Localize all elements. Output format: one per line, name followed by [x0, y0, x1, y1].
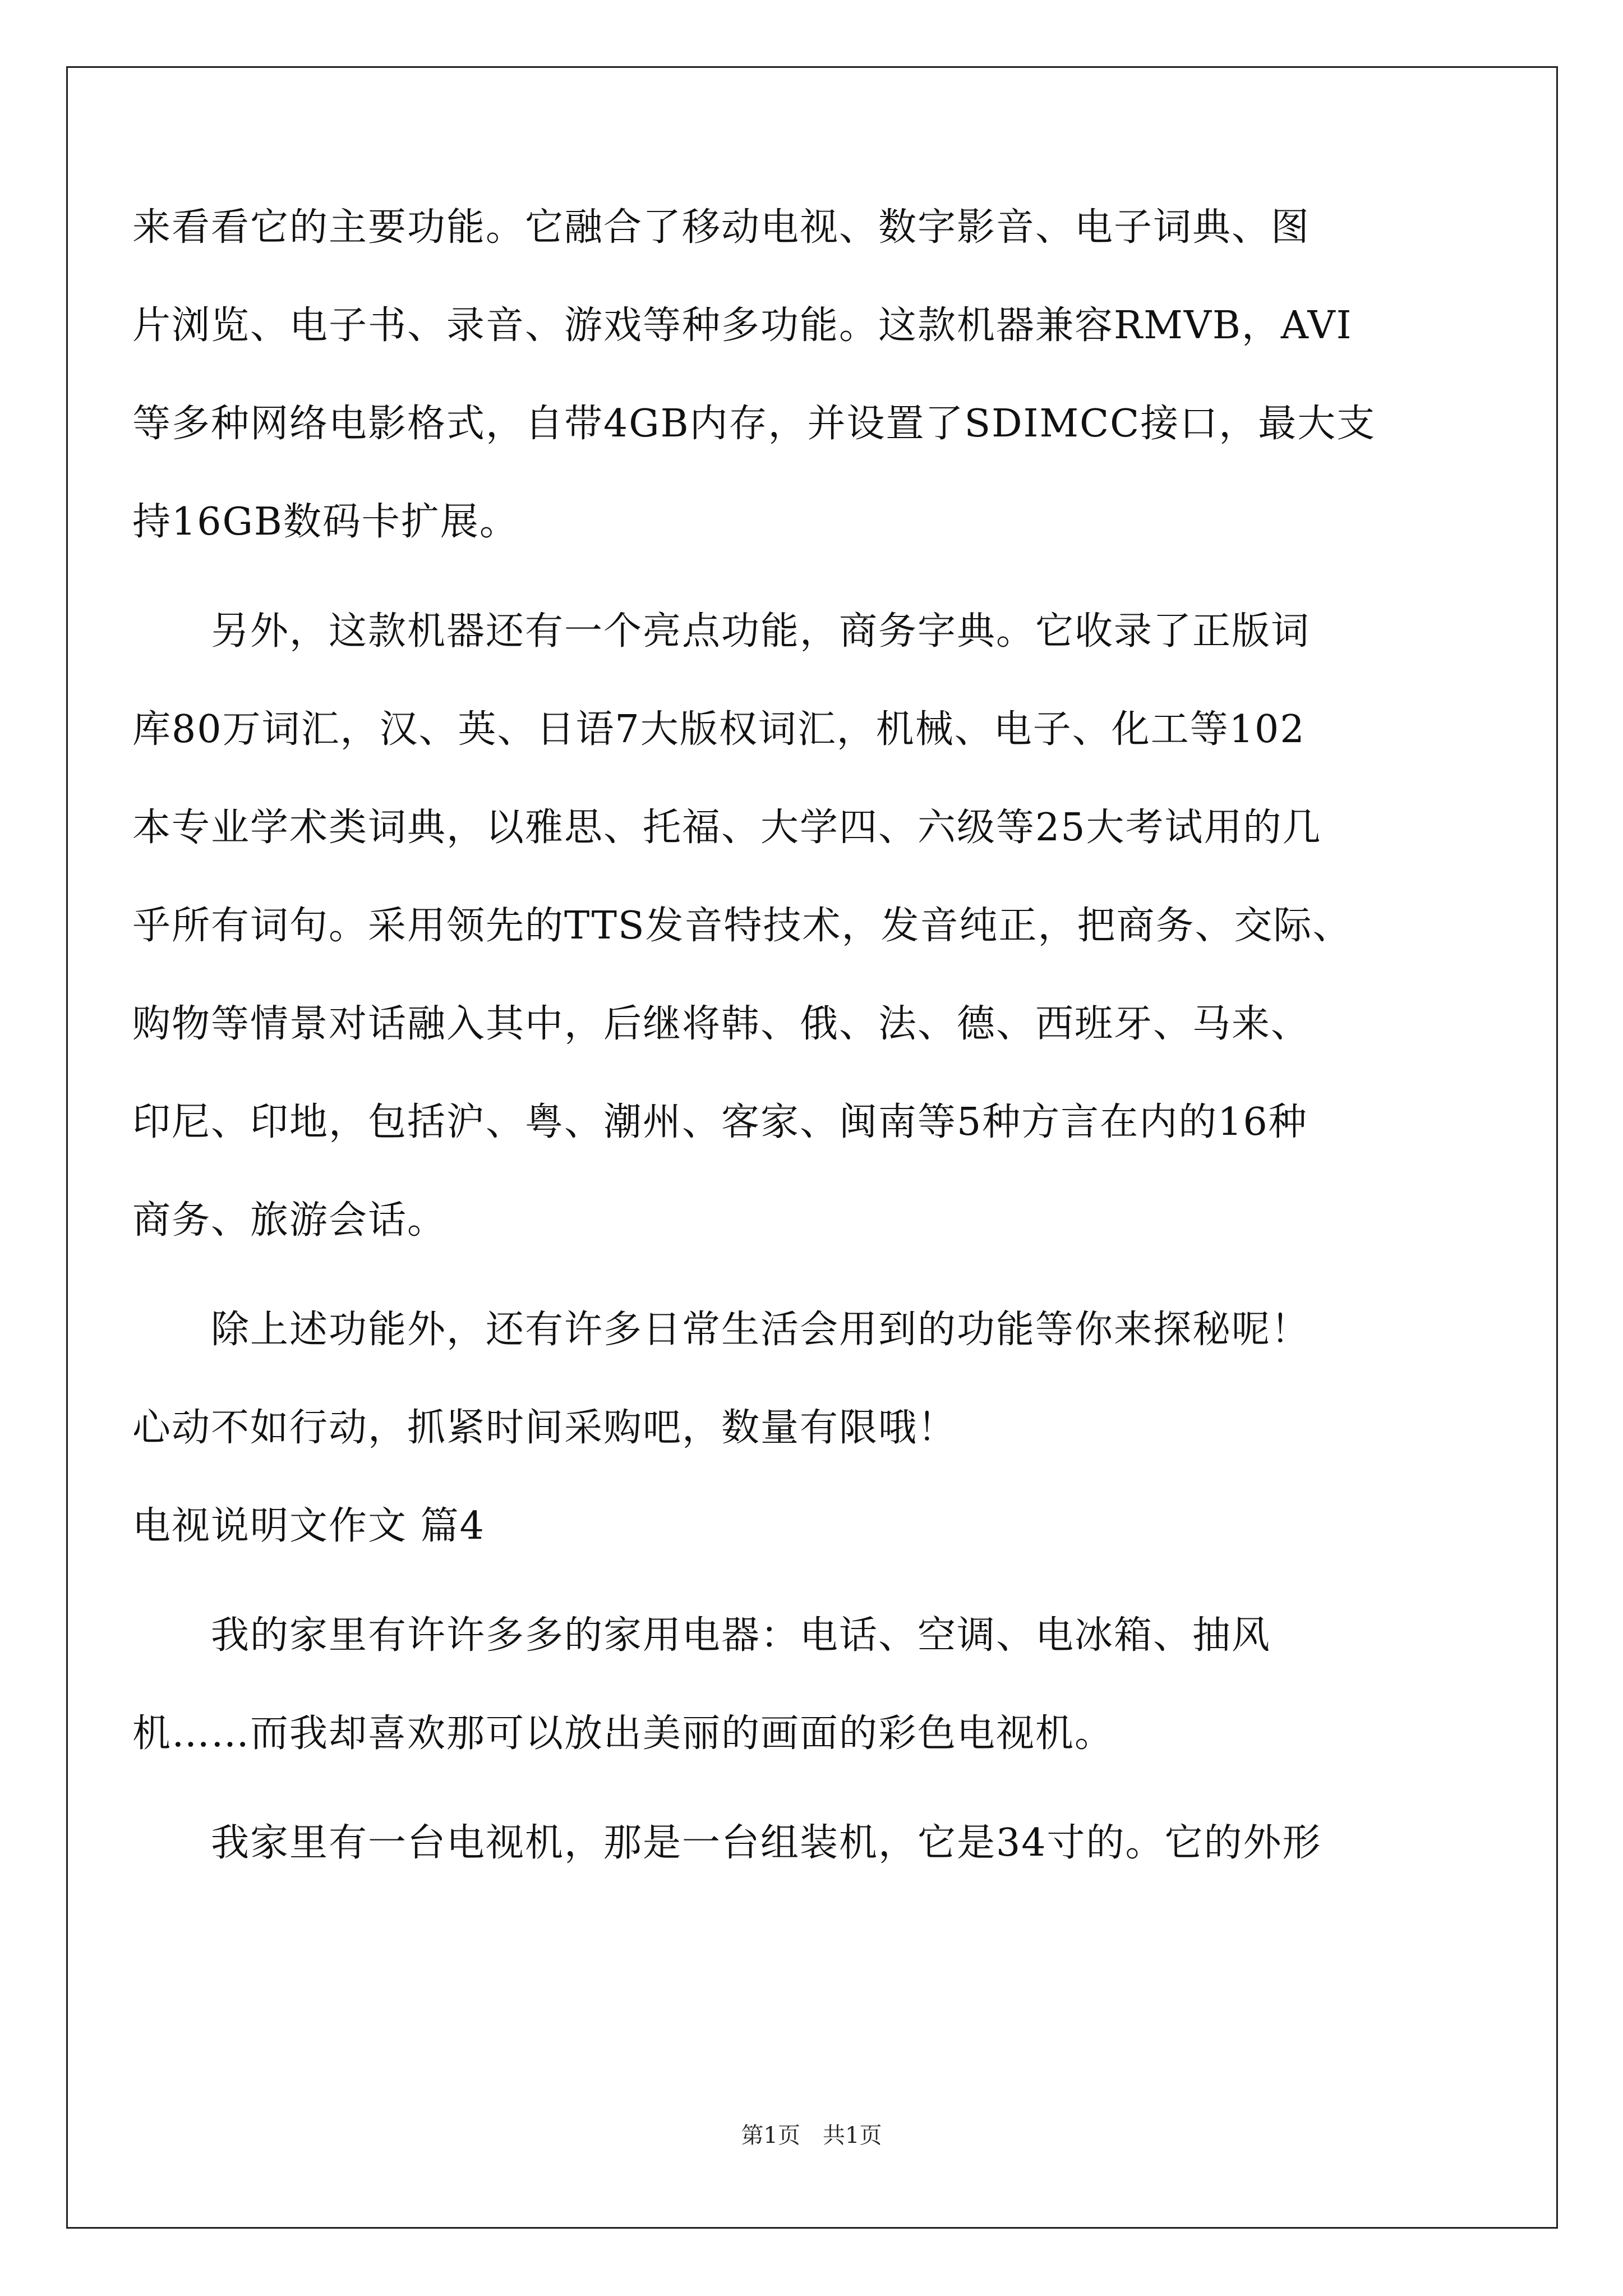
page-number-footer: 第1页 共1页 [741, 2123, 882, 2148]
paragraph-start-line: 我家里有一台电视机，那是一台组装机，它是34寸的。它的外形 [211, 1821, 1322, 1865]
paragraph-start-line: 我的家里有许许多多的家用电器：电话、空调、电冰箱、抽风 [211, 1613, 1271, 1658]
text-line: 等多种网络电影格式，自带4GB内存，并设置了SDIMCC接口，最大支 [132, 402, 1376, 446]
text-line: 库80万词汇，汉、英、日语7大版权词汇，机械、电子、化工等102 [132, 707, 1306, 752]
text-line: 商务、旅游会话。 [132, 1198, 447, 1243]
text-line: 片浏览、电子书、录音、游戏等种多功能。这款机器兼容RMVB，AVI [132, 303, 1353, 348]
text-line: 印尼、印地，包括沪、粤、潮州、客家、闽南等5种方言在内的16种 [132, 1100, 1308, 1144]
section-heading: 电视说明文作文 篇4 [132, 1504, 485, 1548]
text-line: 机……而我却喜欢那可以放出美丽的画面的彩色电视机。 [132, 1711, 1114, 1756]
paragraph-start-line: 除上述功能外，还有许多日常生活会用到的功能等你来探秘呢！ [211, 1308, 1311, 1352]
paragraph-start-line: 另外，这款机器还有一个亮点功能，商务字典。它收录了正版词 [211, 609, 1311, 654]
text-line: 购物等情景对话融入其中，后继将韩、俄、法、德、西班牙、马来、 [132, 1002, 1311, 1046]
text-line: 心动不如行动，抓紧时间采购吧，数量有限哦！ [132, 1406, 957, 1450]
text-line: 本专业学术类词典，以雅思、托福、大学四、六级等25大考试用的几 [132, 806, 1322, 850]
text-line: 持16GB数码卡扩展。 [132, 500, 519, 544]
text-line: 乎所有词句。采用领先的TTS发音特技术，发音纯正，把商务、交际、 [132, 904, 1352, 948]
page-border [66, 66, 1558, 2229]
text-line: 来看看它的主要功能。它融合了移动电视、数字影音、电子词典、图 [132, 205, 1311, 250]
